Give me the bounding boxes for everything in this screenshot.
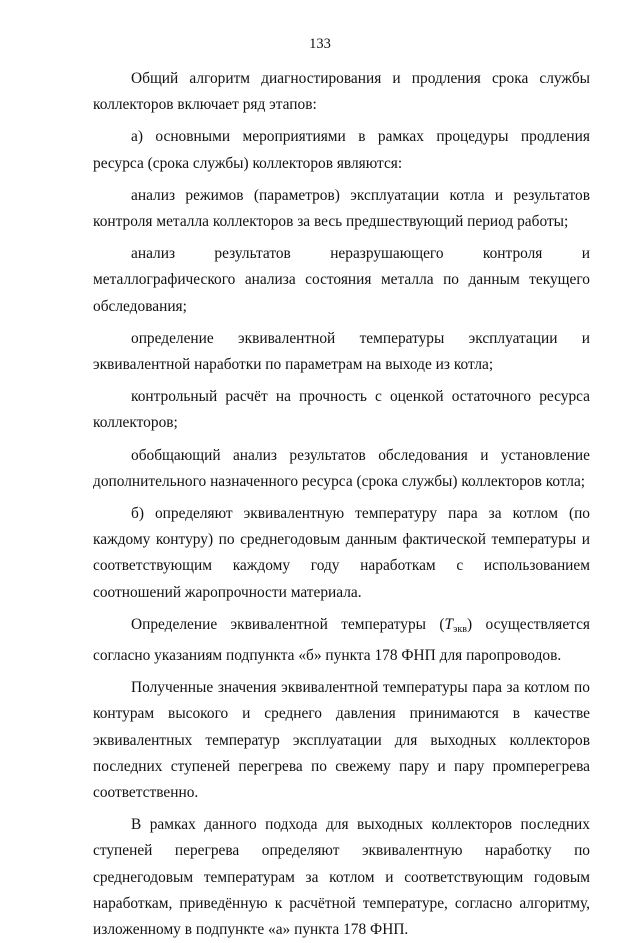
paragraph-equivalent-temperature: определение эквивалентной температуры эксплуатации и эквивалентной наработки по параметрам на выходе из котла;: [93, 329, 590, 374]
teq-text-before: Определение эквивалентной температуры (: [131, 615, 445, 633]
paragraph-item-a: а) основными мероприятиями в рамках процедуры продления ресурса (срока службы) коллекторов являются:: [93, 128, 590, 172]
paragraph-approach: В рамках данного подхода для выходных коллекторов последних ступеней перегрева определяют эквивалентную наработку по среднегодовым температурам за котлом и соответствующим годовым наработкам, приведённую к расчётной температуре, согласно алгоритму, изложенному в подпункте «а» пункта 178 ФНП.: [93, 816, 590, 939]
paragraph-item-b: б) определяют эквивалентную температуру пара за котлом (по каждому контуру) по среднегодовым данным фактической температуры и соответствующим каждому году наработкам с использованием соотношений жаропрочности материала.: [93, 505, 590, 601]
paragraph-generalizing-analysis: обобщающий анализ результатов обследования и установление дополнительного назначенного ресурса (срока службы) коллекторов котла;: [93, 446, 590, 490]
teq-symbol: T: [444, 615, 454, 633]
paragraph-strength-calculation: контрольный расчёт на прочность с оценкой остаточного ресурса коллекторов;: [93, 388, 590, 432]
paragraph-analysis-modes: анализ режимов (параметров) эксплуатации котла и результатов контроля металла коллекторов за весь предшествующий период работы;: [93, 186, 590, 231]
teq-text-after: ) осуществляется согласно указаниям подпункта «б» пункта 178 ФНП для паропроводов.: [93, 615, 590, 665]
teq-subscript: экв: [453, 623, 467, 635]
document-body: [93, 66, 590, 943]
paragraph-teq-definition: [93, 612, 590, 669]
paragraph-obtained-values: Полученные значения эквивалентной температуры пара за котлом по контурам высокого и среднего давления принимаются в качестве эквивалентных температур эксплуатации для выходных коллекторов последних ступеней перегрева по свежему пару и пару промперегрева соответственно.: [93, 679, 590, 802]
page-number: 133: [309, 36, 331, 52]
paragraph-intro: Общий алгоритм диагностирования и продления срока службы коллекторов включает ряд этапов:: [93, 70, 590, 114]
paragraph-analysis-ndt: анализ результатов неразрушающего контроля и металлографического анализа состояния металла по данным текущего обследования;: [93, 245, 590, 315]
